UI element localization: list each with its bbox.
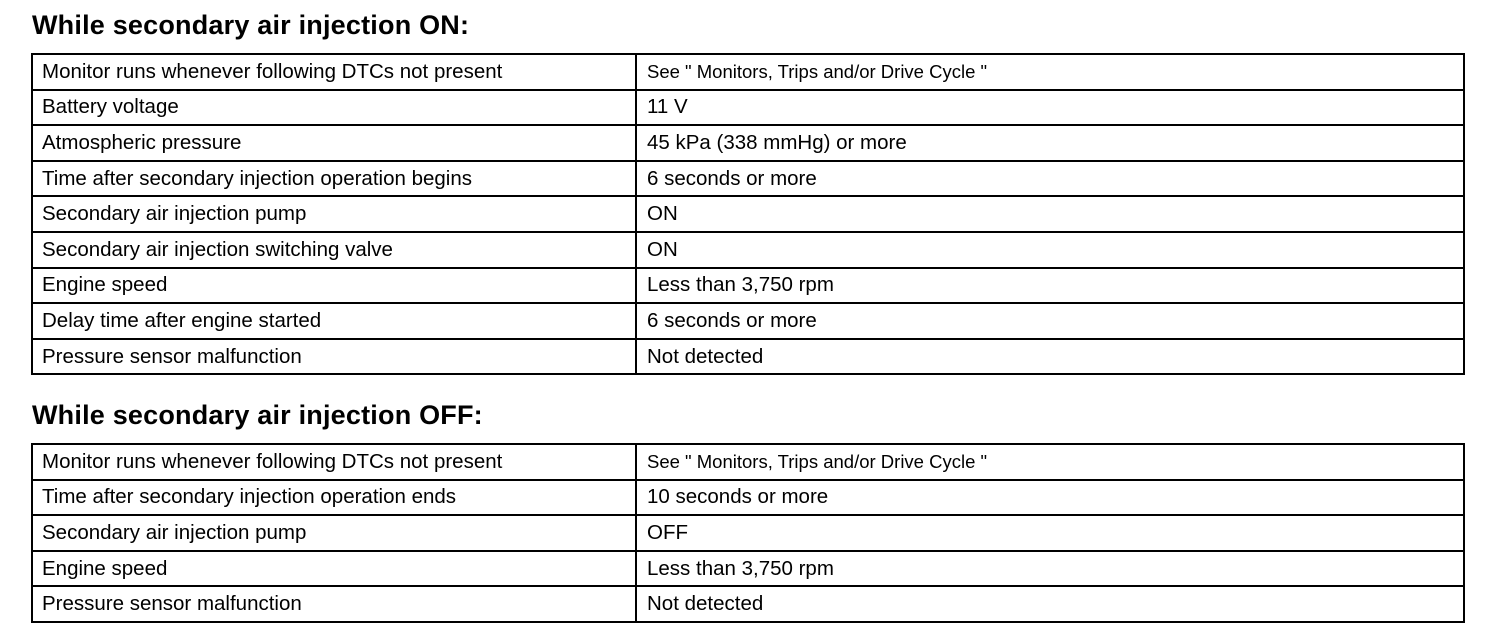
value-cell: ON — [636, 232, 1464, 268]
table-row — [32, 125, 1464, 161]
table-row — [32, 515, 1464, 551]
value-cell: OFF — [636, 515, 1464, 551]
condition-cell: Time after secondary injection operation ends — [32, 480, 636, 516]
condition-cell: Time after secondary injection operation begins — [32, 161, 636, 197]
value-cell: 10 seconds or more — [636, 480, 1464, 516]
value-cell: 45 kPa (338 mmHg) or more — [636, 125, 1464, 161]
condition-cell: Pressure sensor malfunction — [32, 339, 636, 375]
section-title-off: While secondary air injection OFF: — [32, 400, 483, 430]
condition-cell: Battery voltage — [32, 90, 636, 126]
table-row — [32, 551, 1464, 587]
value-cell: 6 seconds or more — [636, 303, 1464, 339]
table-row — [32, 196, 1464, 232]
value-cell: Less than 3,750 rpm — [636, 268, 1464, 304]
condition-cell: Atmospheric pressure — [32, 125, 636, 161]
condition-cell: Secondary air injection pump — [32, 515, 636, 551]
value-cell: 11 V — [636, 90, 1464, 126]
condition-cell: Pressure sensor malfunction — [32, 586, 636, 622]
condition-cell: Secondary air injection pump — [32, 196, 636, 232]
value-cell: Less than 3,750 rpm — [636, 551, 1464, 587]
value-cell: Not detected — [636, 586, 1464, 622]
table-row — [32, 232, 1464, 268]
table-row — [32, 586, 1464, 622]
value-cell: 6 seconds or more — [636, 161, 1464, 197]
condition-cell: Delay time after engine started — [32, 303, 636, 339]
table-row — [32, 54, 1464, 90]
table-row — [32, 339, 1464, 375]
condition-cell: Secondary air injection switching valve — [32, 232, 636, 268]
conditions-table-off — [31, 443, 1465, 623]
value-cell: ON — [636, 196, 1464, 232]
table-row — [32, 444, 1464, 480]
condition-cell: Monitor runs whenever following DTCs not present — [32, 54, 636, 90]
value-cell: Not detected — [636, 339, 1464, 375]
conditions-table-on — [31, 53, 1465, 375]
condition-cell: Engine speed — [32, 551, 636, 587]
table-row — [32, 268, 1464, 304]
value-cell: See " Monitors, Trips and/or Drive Cycle " — [636, 444, 1464, 480]
table-row — [32, 161, 1464, 197]
condition-cell: Engine speed — [32, 268, 636, 304]
value-cell: See " Monitors, Trips and/or Drive Cycle " — [636, 54, 1464, 90]
section-title-on: While secondary air injection ON: — [32, 10, 470, 40]
table-row — [32, 90, 1464, 126]
condition-cell: Monitor runs whenever following DTCs not present — [32, 444, 636, 480]
table-row — [32, 480, 1464, 516]
table-row — [32, 303, 1464, 339]
